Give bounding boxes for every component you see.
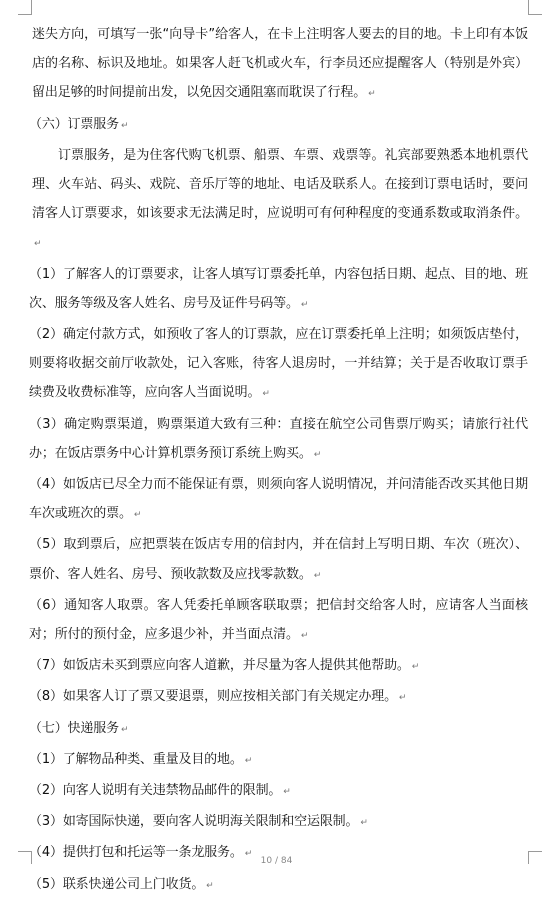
- list-item: （4）如饭店已尽全力而不能保证有票，则须向客人说明情况，并问清能否改买其他日期车次或班次的票。 ↵: [29, 477, 528, 522]
- paragraph-mark-icon: ↵: [120, 724, 129, 735]
- paragraph-mark-icon: ↵: [283, 787, 291, 798]
- list-item: （1）了解客人的订票要求，让客人填写订票委托单，内容包括日期、起点、目的地、班次、服务等级及客人姓名、房号及证件号码等。 ↵: [29, 266, 528, 311]
- paragraph-mark-icon: ↵: [313, 449, 322, 460]
- paragraph-mark-icon: ↵: [411, 662, 420, 673]
- crop-mark-bottom-right-horizontal: [528, 851, 542, 852]
- crop-mark-top-right-horizontal: [528, 14, 542, 15]
- paragraph-mark-icon: ↵: [244, 755, 253, 766]
- paragraph: 订票服务，是为住客代购飞机票、船票、车票、戏票等。礼宾部要熟悉本地机票代理、火车站、码头、戏院、音乐厅等的地址、电话及联系人。在接到订票电话时，要问清客人订票要求，如该要求无法满足时，应说明可有何种程度的变通系数或取消条件。↵: [32, 147, 528, 250]
- paragraph-mark-icon: ↵: [34, 239, 42, 250]
- crop-mark-top-left-horizontal: [18, 14, 32, 15]
- paragraph-mark-icon: ↵: [300, 299, 309, 310]
- paragraph-mark-icon: ↵: [398, 693, 407, 704]
- section-heading: （七）快递服务 ↵: [29, 720, 129, 736]
- list-item: （3）确定购票渠道，购票渠道大致有三种：直接在航空公司售票厅购买；请旅行社代办；在饭店票务中心计算机票务预订系统上购买。 ↵: [29, 416, 528, 461]
- crop-mark-top-left-vertical: [31, 0, 32, 14]
- paragraph-mark-icon: ↵: [360, 818, 368, 829]
- list-item: （2）确定付款方式，如预收了客人的订票款，应在订票委托单上注明；如须饭店垫付，则要将收据交前厅收款处，记入客账，待客人退房时，一并结算；关于是否收取订票手续费及收费标准等，应向客人当面说明。 ↵: [29, 327, 528, 401]
- document-body: [29, 20, 528, 901]
- page-number-footer: 10 / 84: [260, 856, 293, 866]
- crop-mark-top-right-vertical: [528, 0, 529, 14]
- list-item: （6）通知客人取票。客人凭委托单顾客联取票；把信封交给客人时，应请客人当面核对；所付的预付金，应多退少补，并当面点清。 ↵: [29, 597, 528, 643]
- list-item: （4）提供打包和托运等一条龙服务。 ↵: [29, 845, 253, 861]
- paragraph-mark-icon: ↵: [206, 880, 214, 891]
- list-item: （2）向客人说明有关违禁物品邮件的限制。 ↵: [29, 783, 291, 799]
- list-item: （8）如果客人订了票又要退票，则应按相关部门有关规定办理。 ↵: [29, 689, 407, 705]
- paragraph-mark-icon: ↵: [133, 510, 142, 521]
- paragraph: 迷失方向，可填写一张“向导卡”给客人，在卡上注明客人要去的目的地。卡上印有本饭店的名称、标识及地址。如果客人赶飞机或火车，行李员还应提醒客人（特别是外宾）留出足够的时间提前出发，以免因交通阻塞而耽误了行程。 ↵: [32, 27, 528, 101]
- list-item: （5）联系快递公司上门收货。 ↵: [29, 876, 214, 892]
- paragraph-mark-icon: ↵: [368, 89, 376, 100]
- paragraph-mark-icon: ↵: [262, 389, 270, 400]
- paragraph-mark-icon: ↵: [244, 849, 253, 860]
- paragraph-mark-icon: ↵: [300, 631, 309, 642]
- list-item: （3）如寄国际快递，要向客人说明海关限制和空运限制。 ↵: [29, 814, 368, 830]
- paragraph-mark-icon: ↵: [120, 120, 129, 131]
- section-heading: （六）订票服务 ↵: [29, 116, 129, 132]
- list-item: （5）取到票后，应把票装在饭店专用的信封内，并在信封上写明日期、车次（班次）、票价、客人姓名、房号、预收款数及应找零款数。 ↵: [29, 537, 528, 582]
- list-item: （1）了解物品种类、重量及目的地。 ↵: [29, 751, 253, 767]
- list-item: （7）如饭店未买到票应向客人道歉，并尽量为客人提供其他帮助。 ↵: [29, 658, 420, 674]
- paragraph-mark-icon: ↵: [313, 570, 322, 581]
